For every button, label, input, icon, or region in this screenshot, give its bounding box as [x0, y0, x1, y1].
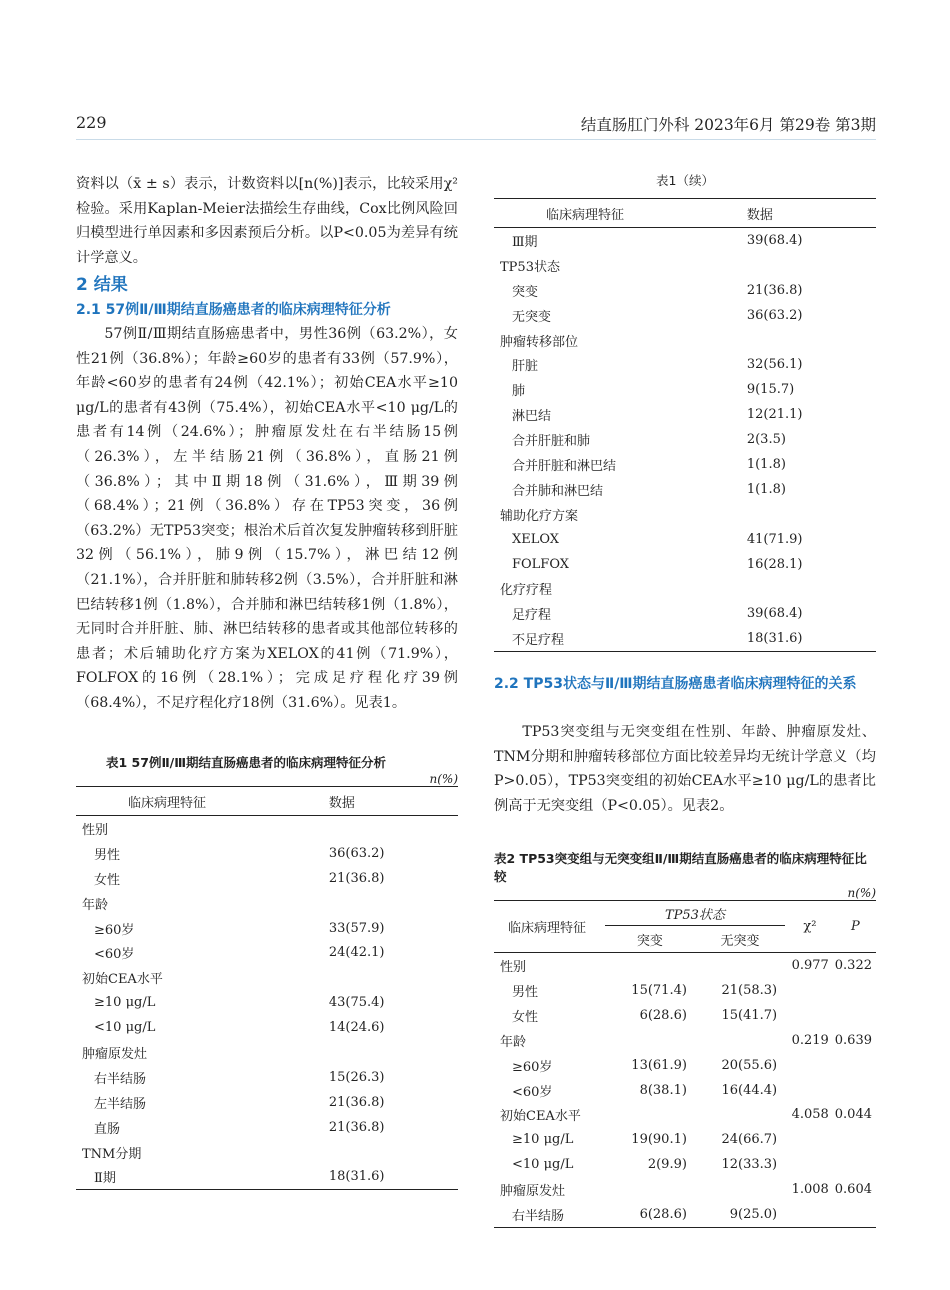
table2-row-chi: [785, 1053, 835, 1078]
table2-col-p: P: [835, 901, 876, 953]
table1-cont-row-label: 辅助化疗方案: [500, 508, 579, 524]
table1-row: [76, 1115, 458, 1140]
table2-row-mut: 19(90.1): [631, 1132, 687, 1148]
table1-cont-row: [494, 228, 876, 253]
table1-row-value: 33(57.9): [328, 920, 385, 936]
section-heading-results: 2 结果: [76, 275, 128, 295]
table2-col-nomut: 无突变: [695, 926, 785, 953]
table2-row-p: [835, 1003, 876, 1028]
table1-cont-row-value: 1(1.8): [746, 481, 786, 497]
table1-row-label: TNM分期: [82, 1146, 142, 1162]
table2-row: [494, 1003, 876, 1028]
table1-row-value: 36(63.2): [328, 845, 385, 861]
table2-unit: n(%): [847, 886, 876, 901]
table1-row: [76, 1090, 458, 1115]
table2-row-mut: 8(38.1): [639, 1082, 687, 1098]
table2-row-label: 男性: [512, 984, 539, 1000]
table2-row-label: 肿瘤原发灶: [500, 1184, 566, 1200]
table1-row-label: 年龄: [82, 897, 109, 913]
table1-cont-row-value: 18(31.6): [731, 626, 876, 651]
table1-cont-row-value: 36(63.2): [746, 307, 803, 323]
table1-cont-row-label: 足疗程: [512, 608, 552, 624]
table1-row-label: 男性: [94, 847, 121, 863]
table1-row: [76, 1015, 458, 1040]
table1-cont-row-value: 9(15.7): [746, 382, 795, 398]
table1-grid: [76, 786, 458, 1190]
table2-row-nomut: 9(25.0): [695, 1202, 785, 1227]
table2-body: [494, 953, 876, 1228]
table2-row-label: <60岁: [512, 1084, 553, 1100]
table1-cont-row: [494, 427, 876, 452]
subsection-body-2-1: 57例Ⅱ/Ⅲ期结直肠癌患者中，男性36例（63.2%），女性21例（36.8%）；年龄≥60岁的患者有33例（57.9%），年龄<60岁的患者有24例（42.1%）；初始CEA水平≥10 μg/L的患者有43例（75.4%），初始CEA水平<10 μg/L的患者有14例（24.6%）；肿瘤原发灶在右半结肠15例（26.3%），左半结肠21例（36.8%），直肠21例（36.8%）；其中Ⅱ期18例（31.6%），Ⅲ期39例（68.4%）；21例（36.8%）存在TP53突变，36例（63.2%）无TP53突变；根治术后首次复发肿瘤转移到肝脏32例（56.1%），肺9例（15.7%），淋巴结12例（21.1%），合并肝脏和肺转移2例（3.5%），合并肝脏和淋巴结转移1例（1.8%），合并肺和淋巴结转移1例（1.8%），无同时合并肝脏、肺、淋巴结转移的患者或其他部位转移的患者；术后辅助化疗方案为XELOX的41例（71.9%），FOLFOX的16例（28.1%）；完成足疗程化疗39例（68.4%），不足疗程化疗18例（31.6%）。见表1。: [76, 326, 458, 711]
table2: [494, 850, 876, 1228]
running-header: [76, 113, 876, 140]
table1-cont-row-label: 突变: [512, 284, 539, 300]
table2-row: [494, 1102, 876, 1127]
page-number: 229: [76, 113, 107, 132]
table1-unit: n(%): [429, 772, 458, 786]
table1-body: [76, 816, 458, 1190]
table2-row: [494, 1127, 876, 1152]
table1-cont-row: [494, 527, 876, 552]
table1-cont-row-value: 39(68.4): [746, 606, 803, 622]
table2-row-label: 初始CEA水平: [500, 1109, 581, 1125]
table2-row-p: 0.044: [834, 1107, 872, 1123]
table1-cont-row: [494, 626, 876, 651]
table1-cont-row-label: 肿瘤转移部位: [500, 334, 579, 350]
table2-row-chi: 1.008: [791, 1182, 829, 1198]
table1-col-feature: 临床病理特征: [76, 787, 313, 816]
table1-cont-row: [494, 303, 876, 328]
table1-cont-row: [494, 576, 876, 601]
table2-row-label: 性别: [500, 960, 527, 976]
intro-paragraph: 资料以（x̄ ± s）表示，计数资料以[n(%)]表示，比较采用χ²检验。采用Kaplan-Meier法描绘生存曲线，Cox比例风险回归模型进行单因素和多因素预后分析。以P<0.05为差异有统计学意义。: [76, 176, 458, 266]
table2-row-chi: 4.058: [791, 1107, 829, 1123]
table1: [76, 754, 458, 1190]
table2-row-label: 年龄: [500, 1034, 527, 1050]
table2-row-mut: 6(28.6): [639, 1007, 687, 1023]
table1-cont-row: [494, 377, 876, 402]
table1-cont-row-value: 1(1.8): [746, 456, 786, 472]
table1-row: [76, 1065, 458, 1090]
table2-row-label: 女性: [512, 1009, 539, 1025]
table2-row-chi: [785, 1078, 835, 1103]
table2-row-nomut: [695, 1028, 785, 1053]
table2-row-p: 0.604: [834, 1182, 872, 1198]
table1-row-value: 15(26.3): [328, 1069, 385, 1085]
table1-cont-row-label: 合并肺和淋巴结: [512, 483, 604, 499]
table1-cont-row-value: [731, 328, 876, 353]
journal-info: 结直肠肛门外科 2023年6月 第29卷 第3期: [580, 116, 876, 134]
table2-row-p: 0.322: [834, 958, 872, 974]
table1-row-value: 18(31.6): [313, 1164, 458, 1189]
table2-row-p: [835, 978, 876, 1003]
table1-cont-row-value: 2(3.5): [746, 432, 786, 448]
table1-cont-row-value: 41(71.9): [746, 531, 803, 547]
table1-row: [76, 990, 458, 1015]
table2-row: [494, 1202, 876, 1227]
table1-cont-row: [494, 278, 876, 303]
table2-row-nomut: 21(58.3): [721, 982, 778, 998]
table1-row-label: 性别: [82, 822, 109, 838]
table1-cont-row-label: Ⅲ期: [512, 234, 538, 250]
table2-row-p: [835, 1202, 876, 1227]
table2-row-mut: 15(71.4): [631, 982, 687, 998]
table1-cont-row-value: [731, 576, 876, 601]
table1-cont-body: [494, 228, 876, 652]
table1-cont-row: [494, 402, 876, 427]
table1-cont-grid: [494, 198, 876, 652]
table2-row-mut: [605, 1102, 695, 1127]
table2-row-chi: [785, 1003, 835, 1028]
table2-row-chi: [785, 978, 835, 1003]
table2-grid: [494, 900, 876, 1228]
table1-cont-row-value: [731, 502, 876, 527]
table1-cont-row: [494, 502, 876, 527]
table1-title: 表1 57例Ⅱ/Ⅲ期结直肠癌患者的临床病理特征分析: [106, 755, 387, 770]
table1-row-value: [313, 1040, 458, 1065]
table1-row-value: [313, 816, 458, 841]
table2-row: [494, 978, 876, 1003]
table2-row: [494, 1028, 876, 1053]
table2-row: [494, 1177, 876, 1202]
table2-row-chi: 0.219: [791, 1032, 829, 1048]
table1-row-label: 初始CEA水平: [82, 972, 163, 988]
table1-cont-col-feature: 临床病理特征: [494, 199, 731, 228]
table1-col-data: 数据: [313, 787, 458, 816]
table2-row-chi: [785, 1202, 835, 1227]
table2-row-p: [835, 1152, 876, 1177]
table1-row-label: <10 μg/L: [94, 1020, 156, 1036]
table1-row-value: [313, 891, 458, 916]
table1-cont-row-label: TP53状态: [500, 259, 560, 275]
table1-cont-col-data: 数据: [731, 199, 876, 228]
table1-row-label: <60岁: [94, 947, 135, 963]
table1-cont-row-label: 不足疗程: [494, 626, 731, 651]
table1-cont-row: [494, 253, 876, 278]
table1-cont-row-label: 合并肝脏和肺: [512, 434, 591, 450]
table1-cont-row: [494, 601, 876, 626]
table2-row-p: [835, 1078, 876, 1103]
table1-cont-title: 表1（续）: [656, 173, 714, 188]
table1-row: [76, 965, 458, 990]
subsection-body-2-2: TP53突变组与无突变组在性别、年龄、肿瘤原发灶、TNM分期和肿瘤转移部位方面比较差异均无统计学意义（均P>0.05），TP53突变组的初始CEA水平≥10 μg/L的患者比例高于无突变组（P<0.05）。见表2。: [494, 724, 876, 814]
table1-cont-row: [494, 452, 876, 477]
table1-cont-row-label: 化疗疗程: [500, 583, 553, 599]
table2-row-chi: [785, 1127, 835, 1152]
table2-row-nomut: [695, 1102, 785, 1127]
table2-row: [494, 1053, 876, 1078]
table2-col-mut: 突变: [605, 926, 695, 953]
table1-row-label: 女性: [94, 872, 121, 888]
table1-row-value: 43(75.4): [328, 995, 385, 1011]
table1-row-value: 24(42.1): [328, 945, 385, 961]
table1-cont-row-label: 肺: [512, 384, 526, 400]
table1-row-value: 14(24.6): [328, 1020, 385, 1036]
table2-row-nomut: 16(44.4): [721, 1082, 778, 1098]
table1-row: [76, 1140, 458, 1165]
table1-cont-row-value: [731, 253, 876, 278]
table1-cont-row-value: 32(56.1): [746, 357, 803, 373]
table1-row-label: 右半结肠: [94, 1071, 147, 1087]
table1-cont-row-label: 合并肝脏和淋巴结: [512, 458, 617, 474]
table2-col-feature: 临床病理特征: [494, 901, 605, 953]
table1-cont-row-label: XELOX: [512, 531, 560, 547]
right-column: [494, 172, 876, 1228]
table2-row-label: ≥10 μg/L: [512, 1132, 574, 1148]
table1-row: [76, 866, 458, 891]
table1-row-value: 21(36.8): [328, 870, 385, 886]
table2-title: 表2 TP53突变组与无突变组Ⅱ/Ⅲ期结直肠癌患者的临床病理特征比较: [494, 851, 867, 885]
table2-row-nomut: 12(33.3): [721, 1157, 778, 1173]
table1-row-label: 肿瘤原发灶: [82, 1046, 148, 1062]
table2-row-mut: 13(61.9): [631, 1057, 687, 1073]
table1-row-value: 21(36.8): [328, 1119, 385, 1135]
table1-cont-row-label: FOLFOX: [512, 556, 570, 572]
table2-col-chi: χ²: [785, 901, 835, 953]
subsection-heading-2-1: 2.1 57例Ⅱ/Ⅲ期结直肠癌患者的临床病理特征分析: [76, 302, 391, 318]
table2-row-label: ≥60岁: [512, 1059, 553, 1075]
table1-row-label: 直肠: [94, 1121, 121, 1137]
table2-row-nomut: 24(66.7): [721, 1132, 778, 1148]
table2-row-mut: [605, 1177, 695, 1202]
table2-row-nomut: 15(41.7): [721, 1007, 778, 1023]
table1-cont-row-value: 21(36.8): [746, 282, 803, 298]
table1-cont-row-value: 39(68.4): [746, 232, 803, 248]
table1-row: [76, 891, 458, 916]
table1-row: [76, 816, 458, 841]
table1-row: [76, 940, 458, 965]
table2-row-nomut: [695, 1177, 785, 1202]
table2-row-p: 0.639: [834, 1032, 872, 1048]
table1-row: [76, 916, 458, 941]
table1-row: [76, 841, 458, 866]
table2-row-mut: 6(28.6): [605, 1202, 695, 1227]
table1-cont-row: [494, 328, 876, 353]
table2-row: [494, 1078, 876, 1103]
table1-cont-row: [494, 352, 876, 377]
table1-row-value: [313, 1140, 458, 1165]
table1-row: [76, 1040, 458, 1065]
table1-row-value: 21(36.8): [328, 1094, 385, 1110]
table1-row-label: ≥10 μg/L: [94, 995, 156, 1011]
table1-cont-row-label: 淋巴结: [512, 409, 552, 425]
table2-row-nomut: [695, 953, 785, 978]
table1-row: [76, 1164, 458, 1189]
table2-row-nomut: 20(55.6): [721, 1057, 778, 1073]
table1-cont-row-label: 无突变: [512, 309, 552, 325]
subsection-heading-2-2: 2.2 TP53状态与Ⅱ/Ⅲ期结直肠癌患者临床病理特征的关系: [494, 676, 857, 693]
table2-row-mut: [605, 953, 695, 978]
table1-cont-row: [494, 552, 876, 577]
table2-row-label: 右半结肠: [494, 1202, 605, 1227]
table1-row-label: 左半结肠: [94, 1096, 147, 1112]
table2-row-mut: [605, 1028, 695, 1053]
table2-row: [494, 953, 876, 978]
table2-row-mut: 2(9.9): [647, 1157, 687, 1173]
table2-row-p: [835, 1053, 876, 1078]
table2-row-chi: [785, 1152, 835, 1177]
table1-cont-row-value: 12(21.1): [746, 407, 803, 423]
table1-row-label: Ⅱ期: [76, 1164, 313, 1189]
table1-cont-row: [494, 477, 876, 502]
table1-row-value: [313, 965, 458, 990]
table2-row-chi: 0.977: [791, 958, 829, 974]
left-column: [76, 172, 458, 1190]
table2-col-group: TP53状态: [605, 901, 785, 926]
table1-cont-row-label: 肝脏: [512, 359, 539, 375]
table2-row: [494, 1152, 876, 1177]
table1-cont-row-value: 16(28.1): [746, 556, 803, 572]
table2-row-p: [835, 1127, 876, 1152]
table2-row-label: <10 μg/L: [512, 1157, 574, 1173]
table1-row-label: ≥60岁: [94, 922, 135, 938]
